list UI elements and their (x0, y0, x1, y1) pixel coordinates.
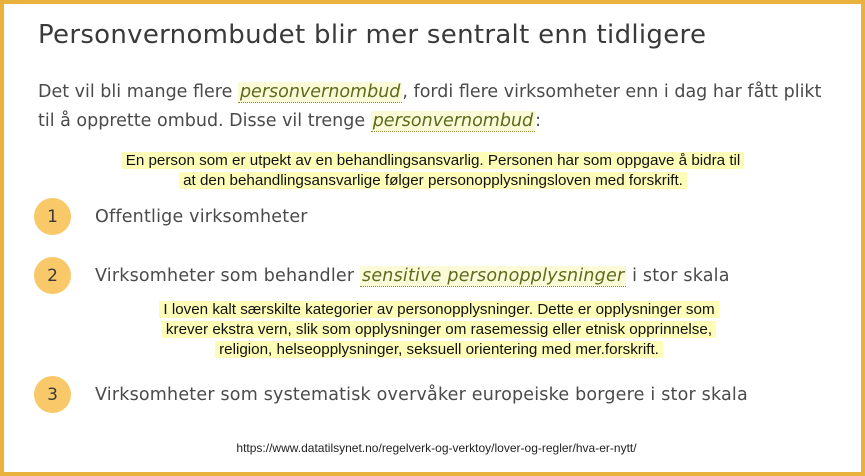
intro-text-2: , fordi flere virksomheter enn i dag har fått plikt til å opprette ombud. Disse vil trenge (38, 82, 822, 131)
definition-tooltip-sensitive-personopplysninger (64, 300, 814, 360)
tooltip-line: religion, helseopplysninger, seksuell orientering med mer.forskrift. (215, 341, 663, 358)
intro-paragraph (38, 78, 838, 136)
tooltip-line: at den behandlingsansvarlige følger personopplysningsloven med forskrift. (179, 172, 687, 189)
slide-title: Personvernombudet blir mer sentralt enn tidligere (38, 20, 707, 50)
term-link-personvernombud-2[interactable]: personvernombud (372, 111, 534, 131)
list-item-text: Offentlige virksomheter (95, 206, 308, 227)
list-item-text: Virksomheter som systematisk overvåker europeiske borgere i stor skala (95, 384, 748, 405)
tooltip-line: I loven kalt særskilte kategorier av personopplysninger. Dette er opplysninger som (159, 301, 718, 318)
list-item-2 (34, 257, 730, 294)
intro-text-3: : (535, 111, 542, 131)
list-item-text-before: Virksomheter som behandler (95, 265, 361, 286)
list-item-3 (34, 376, 748, 413)
definition-tooltip-personvernombud (38, 151, 828, 191)
number-badge: 2 (34, 257, 71, 294)
term-link-sensitive-personopplysninger[interactable]: sensitive personopplysninger (362, 265, 625, 286)
list-item-1 (34, 198, 308, 235)
source-url: https://www.datatilsynet.no/regelverk-og-verktoy/lover-og-regler/hva-er-nytt/ (236, 441, 637, 455)
list-item-text-after: i stor skala (626, 265, 730, 286)
intro-text-1: Det vil bli mange flere (38, 82, 238, 102)
tooltip-line: krever ekstra vern, slik som opplysninger om rasemessig eller etnisk opprinnelse, (162, 321, 716, 338)
list-item-text (95, 266, 730, 286)
term-link-personvernombud-1[interactable]: personvernombud (239, 82, 401, 102)
number-badge: 3 (34, 376, 71, 413)
tooltip-line: En person som er utpekt av en behandlingsansvarlig. Personen har som oppgave å bidra til (122, 152, 745, 169)
number-badge: 1 (34, 198, 71, 235)
